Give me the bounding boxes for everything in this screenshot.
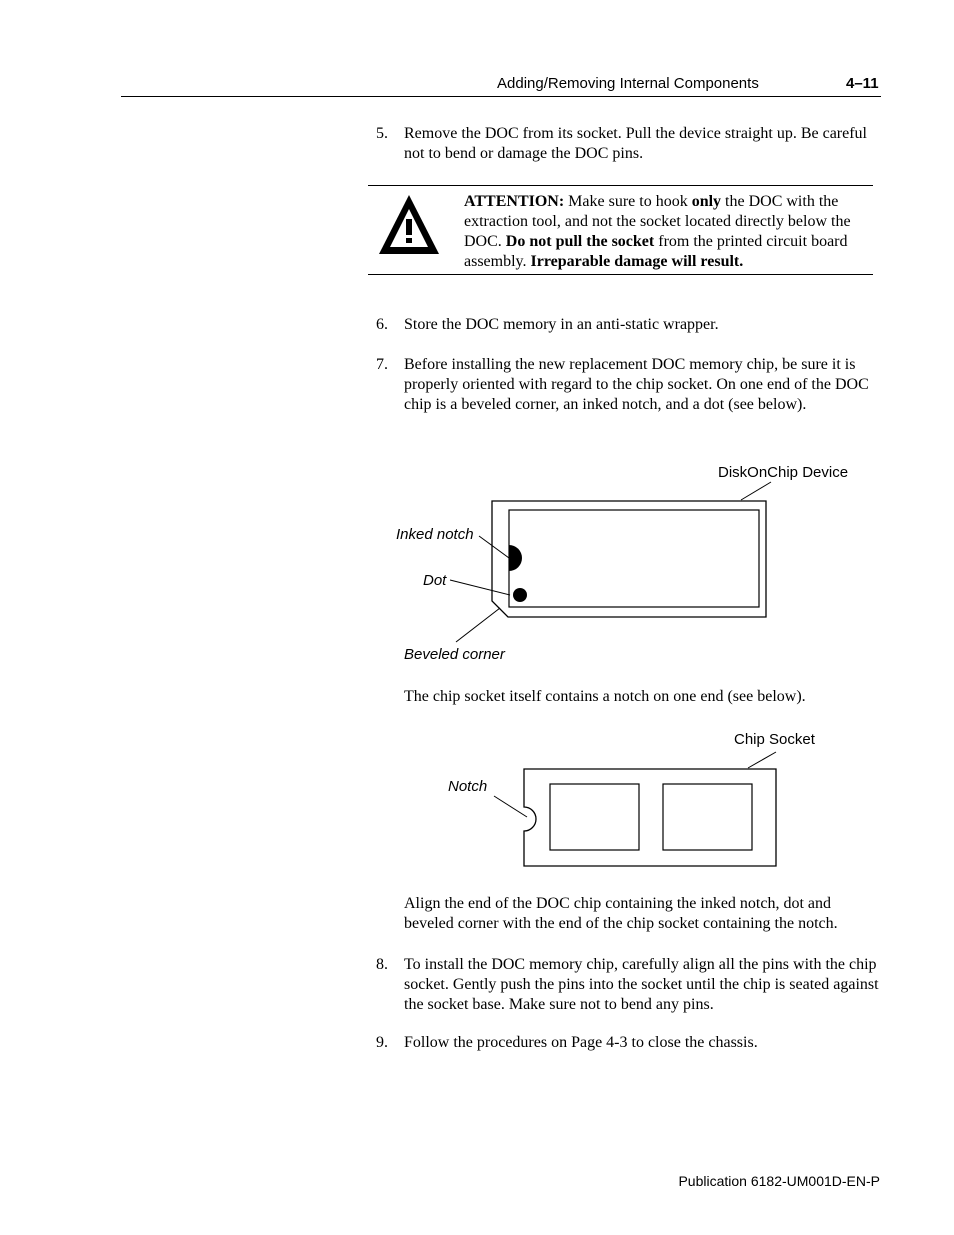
header-page-number: 4–11 [846, 75, 879, 92]
step-8-text: To install the DOC memory chip, carefully align all the pins with the chip socket. Gently push the pins into the socket until the chip is seated against the socket base. Make sure not to bend any pins. [404, 956, 879, 1013]
dot-leader-line [450, 580, 510, 595]
footer-publication: Publication 6182-UM001D-EN-P [678, 1173, 880, 1189]
bevel-leader-line [456, 608, 500, 642]
notch-label: Notch [448, 778, 488, 795]
attention-bold-damage: Irreparable damage will result. [530, 253, 744, 270]
attention-text-1: Make sure to hook [564, 193, 692, 210]
notch-leader-line [479, 536, 509, 558]
socket-paragraph: The chip socket itself contains a notch on one end (see below). [404, 688, 806, 705]
socket-cavity-left [550, 784, 639, 850]
step-9-number: 9. [376, 1034, 388, 1051]
step-6-text: Store the DOC memory in an anti-static wrapper. [404, 316, 719, 333]
attention-label: ATTENTION: [464, 193, 565, 210]
inked-notch-mark [509, 545, 522, 571]
attention-text-2: the DOC with the extraction tool, and not the socket located directly below the DOC. [464, 193, 851, 250]
step-7-number: 7. [376, 356, 388, 373]
header-section-title: Adding/Removing Internal Components [497, 75, 759, 92]
step-9 [376, 1033, 881, 1053]
step-6-number: 6. [376, 316, 388, 333]
attention-bold-only: only [691, 193, 722, 210]
beveled-corner-label: Beveled corner [404, 646, 505, 663]
attention-bold-socket: Do not pull the socket [505, 233, 655, 250]
step-9-text: Follow the procedures on Page 4-3 to close the chassis. [404, 1034, 758, 1051]
dot-label: Dot [423, 572, 447, 589]
step-8 [376, 955, 881, 1015]
attention-text-3: from the printed circuit board assembly. [464, 233, 848, 270]
socket-leader-line [748, 752, 776, 768]
doc-chip-outline [492, 501, 766, 617]
step-8-number: 8. [376, 956, 388, 973]
step-7-text: Before installing the new replacement DOC memory chip, be sure it is properly oriented with regard to the chip socket. On one end of the DOC chip is a beveled corner, an inked notch, and a dot (see below). [404, 356, 869, 413]
step-5-text: Remove the DOC from its socket. Pull the device straight up. Be careful not to bend or damage the DOC pins. [404, 125, 867, 162]
socket-cavity-right [663, 784, 752, 850]
doc-chip-inner [509, 510, 759, 607]
device-leader-line [741, 482, 771, 500]
step-5-number: 5. [376, 125, 388, 142]
align-paragraph: Align the end of the DOC chip containing the inked notch, dot and beveled corner with the end of the chip socket containing the notch. [404, 895, 838, 932]
dot-mark [513, 588, 527, 602]
doc-device-label: DiskOnChip Device [718, 464, 849, 481]
socket-notch-leader-line [494, 796, 527, 817]
chip-socket-label: Chip Socket [734, 731, 815, 748]
inked-notch-label: Inked notch [396, 526, 474, 543]
